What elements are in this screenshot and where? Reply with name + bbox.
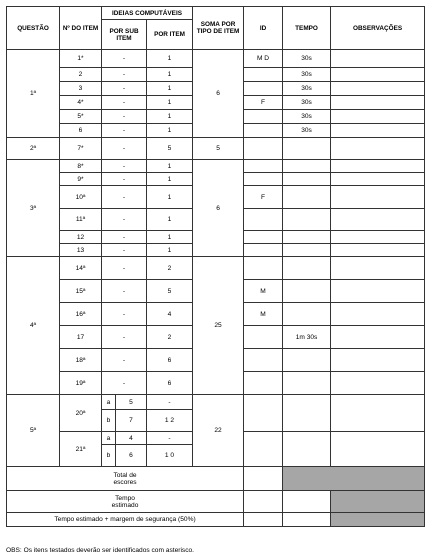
item-tempo: 30s bbox=[283, 82, 331, 96]
por-item: 1 bbox=[147, 160, 193, 173]
item-number: 20ª bbox=[60, 395, 102, 432]
item-id: F bbox=[244, 186, 283, 209]
por-sub-item: - bbox=[102, 257, 147, 280]
item-number: 9* bbox=[60, 173, 102, 186]
item-id bbox=[244, 138, 283, 160]
item-id: M D bbox=[244, 50, 283, 68]
por-item: 1 bbox=[147, 186, 193, 209]
item-id bbox=[244, 68, 283, 82]
item-number: 3 bbox=[60, 82, 102, 96]
por-sub-item: - bbox=[102, 82, 147, 96]
item-id bbox=[244, 110, 283, 124]
sub-item-value: 7 bbox=[116, 410, 147, 432]
total-escores-id bbox=[244, 467, 283, 491]
item-id bbox=[244, 349, 283, 372]
por-item: 1 bbox=[147, 231, 193, 244]
header-id: ID bbox=[244, 7, 283, 50]
item-id bbox=[244, 124, 283, 138]
por-item: 2 bbox=[147, 326, 193, 349]
item-tempo bbox=[283, 209, 331, 231]
obs-note: OBS: Os itens testados deverão ser identificados com asterisco. bbox=[6, 547, 195, 554]
total-escores-shaded bbox=[283, 467, 425, 491]
item-tempo bbox=[283, 432, 331, 467]
item-number: 8* bbox=[60, 160, 102, 173]
por-sub-item: - bbox=[102, 160, 147, 173]
header-por-sub-item: POR SUB ITEM bbox=[102, 20, 147, 50]
item-number: 13 bbox=[60, 244, 102, 257]
observacoes-cell bbox=[331, 124, 425, 138]
observacoes-cell bbox=[331, 303, 425, 326]
item-id bbox=[244, 372, 283, 395]
soma-por-tipo: 22 bbox=[193, 395, 244, 467]
por-item: - bbox=[147, 432, 193, 445]
tempo-estimado-id bbox=[244, 491, 283, 513]
items-table bbox=[6, 6, 425, 527]
item-tempo: 30s bbox=[283, 68, 331, 82]
soma-por-tipo: 6 bbox=[193, 50, 244, 138]
por-item: 5 bbox=[147, 138, 193, 160]
observacoes-cell bbox=[331, 160, 425, 173]
margem-value bbox=[283, 513, 331, 527]
por-sub-item: - bbox=[102, 244, 147, 257]
questao-label: 4ª bbox=[7, 257, 60, 395]
observacoes-cell bbox=[331, 326, 425, 349]
sub-item-value: 5 bbox=[116, 395, 147, 410]
tempo-estimado-text: Tempo estimado bbox=[111, 494, 139, 509]
por-item: 1 bbox=[147, 110, 193, 124]
tempo-estimado-value bbox=[283, 491, 331, 513]
soma-por-tipo: 5 bbox=[193, 138, 244, 160]
item-id bbox=[244, 173, 283, 186]
por-item: 2 bbox=[147, 257, 193, 280]
item-tempo: 30s bbox=[283, 96, 331, 110]
margem-shaded bbox=[331, 513, 425, 527]
por-item: 1 0 bbox=[147, 445, 193, 467]
por-sub-item: - bbox=[102, 96, 147, 110]
por-sub-item: - bbox=[102, 138, 147, 160]
header-questao: QUESTÃO bbox=[7, 7, 60, 50]
item-tempo bbox=[283, 160, 331, 173]
item-tempo: 30s bbox=[283, 110, 331, 124]
sub-item-letter: a bbox=[102, 432, 116, 445]
item-id bbox=[244, 395, 283, 432]
header-observacoes: OBSERVAÇÕES bbox=[331, 7, 425, 50]
por-sub-item: - bbox=[102, 303, 147, 326]
item-number: 16ª bbox=[60, 303, 102, 326]
item-id: F bbox=[244, 96, 283, 110]
item-number: 10ª bbox=[60, 186, 102, 209]
sub-item-value: 6 bbox=[116, 445, 147, 467]
por-item: 1 bbox=[147, 244, 193, 257]
observacoes-cell bbox=[331, 257, 425, 280]
item-number: 5* bbox=[60, 110, 102, 124]
tempo-estimado-label bbox=[7, 491, 244, 513]
por-item: - bbox=[147, 395, 193, 410]
item-id bbox=[244, 160, 283, 173]
por-sub-item: - bbox=[102, 209, 147, 231]
por-sub-item: - bbox=[102, 186, 147, 209]
questao-label: 3ª bbox=[7, 160, 60, 257]
por-item: 6 bbox=[147, 349, 193, 372]
soma-por-tipo: 6 bbox=[193, 160, 244, 257]
sub-item-letter: b bbox=[102, 445, 116, 467]
observacoes-cell bbox=[331, 186, 425, 209]
por-sub-item: - bbox=[102, 326, 147, 349]
item-id bbox=[244, 432, 283, 467]
por-item: 1 bbox=[147, 82, 193, 96]
item-tempo: 1m 30s bbox=[283, 326, 331, 349]
item-id: M bbox=[244, 303, 283, 326]
observacoes-cell bbox=[331, 138, 425, 160]
item-number: 6 bbox=[60, 124, 102, 138]
item-id bbox=[244, 82, 283, 96]
item-id bbox=[244, 231, 283, 244]
item-tempo bbox=[283, 303, 331, 326]
por-item: 1 bbox=[147, 68, 193, 82]
sub-item-letter: b bbox=[102, 410, 116, 432]
header-tempo: TEMPO bbox=[283, 7, 331, 50]
item-tempo bbox=[283, 173, 331, 186]
por-sub-item: - bbox=[102, 280, 147, 303]
por-item: 1 bbox=[147, 209, 193, 231]
header-ideias-computaveis: IDEIAS COMPUTÁVEIS bbox=[102, 7, 193, 20]
margem-id bbox=[244, 513, 283, 527]
margem-seguranca-label: Tempo estimado + margem de segurança (50%) bbox=[7, 513, 244, 527]
item-id bbox=[244, 209, 283, 231]
por-sub-item: - bbox=[102, 231, 147, 244]
por-item: 1 bbox=[147, 173, 193, 186]
item-number: 4* bbox=[60, 96, 102, 110]
header-soma-por-tipo: SOMA POR TIPO DE ITEM bbox=[193, 7, 244, 50]
observacoes-cell bbox=[331, 372, 425, 395]
item-tempo bbox=[283, 186, 331, 209]
total-escores-text: Total de escores bbox=[113, 471, 137, 486]
por-item: 1 bbox=[147, 50, 193, 68]
header-por-item: POR ITEM bbox=[147, 20, 193, 50]
observacoes-cell bbox=[331, 349, 425, 372]
item-tempo bbox=[283, 395, 331, 432]
item-id bbox=[244, 244, 283, 257]
por-sub-item: - bbox=[102, 68, 147, 82]
item-number: 21ª bbox=[60, 432, 102, 467]
item-number: 18ª bbox=[60, 349, 102, 372]
item-tempo bbox=[283, 349, 331, 372]
questao-label: 2ª bbox=[7, 138, 60, 160]
por-sub-item: - bbox=[102, 349, 147, 372]
item-number: 7* bbox=[60, 138, 102, 160]
item-number: 1* bbox=[60, 50, 102, 68]
item-tempo bbox=[283, 244, 331, 257]
item-id bbox=[244, 326, 283, 349]
observacoes-cell bbox=[331, 50, 425, 68]
observacoes-cell bbox=[331, 244, 425, 257]
item-number: 12 bbox=[60, 231, 102, 244]
header-no-do-item: Nº DO ITEM bbox=[60, 7, 102, 50]
item-number: 15ª bbox=[60, 280, 102, 303]
por-item: 6 bbox=[147, 372, 193, 395]
item-number: 19ª bbox=[60, 372, 102, 395]
por-item: 5 bbox=[147, 280, 193, 303]
observacoes-cell bbox=[331, 395, 425, 432]
item-tempo bbox=[283, 280, 331, 303]
item-number: 17 bbox=[60, 326, 102, 349]
por-sub-item: - bbox=[102, 110, 147, 124]
observacoes-cell bbox=[331, 209, 425, 231]
item-tempo: 30s bbox=[283, 124, 331, 138]
sub-item-value: 4 bbox=[116, 432, 147, 445]
questao-label: 5ª bbox=[7, 395, 60, 467]
sub-item-letter: a bbox=[102, 395, 116, 410]
item-tempo bbox=[283, 231, 331, 244]
item-number: 2 bbox=[60, 68, 102, 82]
tempo-estimado-shaded bbox=[331, 491, 425, 513]
por-sub-item: - bbox=[102, 50, 147, 68]
total-escores-label bbox=[7, 467, 244, 491]
soma-por-tipo: 25 bbox=[193, 257, 244, 395]
observacoes-cell bbox=[331, 68, 425, 82]
por-sub-item: - bbox=[102, 124, 147, 138]
por-sub-item: - bbox=[102, 372, 147, 395]
observacoes-cell bbox=[331, 432, 425, 467]
por-sub-item: - bbox=[102, 173, 147, 186]
item-id: M bbox=[244, 280, 283, 303]
observacoes-cell bbox=[331, 110, 425, 124]
por-item: 4 bbox=[147, 303, 193, 326]
observacoes-cell bbox=[331, 231, 425, 244]
item-tempo: 30s bbox=[283, 50, 331, 68]
item-number: 11ª bbox=[60, 209, 102, 231]
observacoes-cell bbox=[331, 173, 425, 186]
por-item: 1 bbox=[147, 96, 193, 110]
questao-label: 1ª bbox=[7, 50, 60, 138]
item-tempo bbox=[283, 257, 331, 280]
observacoes-cell bbox=[331, 280, 425, 303]
item-tempo bbox=[283, 138, 331, 160]
item-tempo bbox=[283, 372, 331, 395]
observacoes-cell bbox=[331, 96, 425, 110]
item-id bbox=[244, 257, 283, 280]
item-number: 14ª bbox=[60, 257, 102, 280]
por-item: 1 bbox=[147, 124, 193, 138]
observacoes-cell bbox=[331, 82, 425, 96]
por-item: 1 2 bbox=[147, 410, 193, 432]
